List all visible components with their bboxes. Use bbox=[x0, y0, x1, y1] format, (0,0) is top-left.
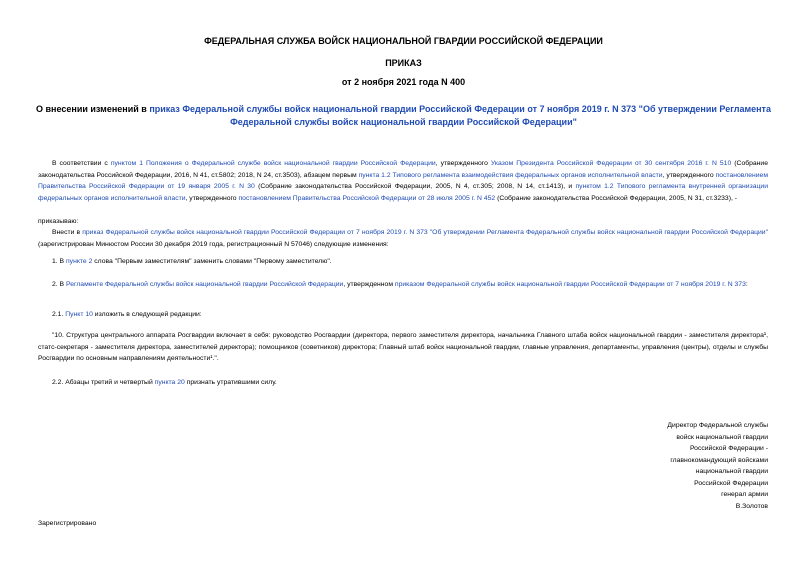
signature-line: Российской Федерации bbox=[694, 479, 768, 487]
signature-line: Российской Федерации - bbox=[689, 445, 768, 452]
standard-regulation-link[interactable]: пункта 1.2 Типового регламента взаимодействия федеральных органов исполнительной власти bbox=[358, 171, 663, 179]
document-date-number: от 2 ноября 2021 года N 400 bbox=[341, 77, 466, 87]
item-1-link[interactable]: пункте 2 bbox=[65, 258, 93, 265]
reglament-link[interactable]: Регламенте Федеральной службы войск национальной гвардии Российской Федерации bbox=[65, 281, 344, 288]
preamble-text: , утвержденного bbox=[185, 194, 239, 202]
item-text: 2.1. bbox=[52, 311, 66, 318]
document-title bbox=[30, 103, 777, 129]
preamble-text: , утвержденного bbox=[662, 171, 716, 179]
item-2-1 bbox=[38, 309, 768, 321]
preamble-text: (Собрание законодательства Российской Федерации, 2016, N 41, ст.5802; 2018, N 24, ст.3503), абзацем первым bbox=[38, 160, 769, 179]
quoted-new-text: "10. Структура центрального аппарата Росгвардии включает в себя: руководство Росгвардии (директора, первого заместителя директора, начальника Главного штаба войск национальной гвардии - заместителя директора¹, статс-секретаря - заместителя директора, заместителей директора); помощников (советников) директора; Главный штаб войск национальной гвардии, главные управления, департаменты, управления (центры), отделы и службы Росгвардии по основным направлениям деятельности¹.". bbox=[38, 332, 768, 362]
item-text: 1. В bbox=[52, 258, 66, 265]
signature-line: генерал армии bbox=[721, 491, 768, 498]
signature-line: главнокомандующий войсками bbox=[670, 456, 768, 464]
amendment-text: Внести в bbox=[52, 229, 83, 236]
preamble-text: (Собрание законодательства Российской Федерации, 2005, N 4, ст.305; 2008, N 14, ст.1413), и bbox=[254, 183, 576, 190]
signature-block bbox=[620, 420, 768, 512]
signature-line: войск национальной гвардии bbox=[676, 433, 768, 441]
amended-order-link[interactable]: приказ Федеральной службы войск национальной гвардии Российской Федерации от 7 ноября 2019 г. N 373 "Об утверждении Регламента Федеральной службы войск национальной гвардии Российской Федерации" bbox=[82, 229, 769, 236]
item-2 bbox=[38, 279, 768, 291]
item-text: , утвержденном bbox=[343, 281, 395, 288]
item-1 bbox=[38, 256, 768, 268]
item-text: 2. В bbox=[52, 281, 66, 288]
registered-note: Зарегистрировано bbox=[38, 520, 97, 527]
amendment-text: (зарегистрирован Минюстом России 30 декабря 2019 года, регистрационный N 57046) следующие изменения: bbox=[38, 240, 389, 248]
amendment-paragraph bbox=[38, 227, 768, 250]
item-10-link[interactable]: Пункт 10 bbox=[65, 311, 93, 318]
title-text: О внесении изменений в bbox=[36, 104, 150, 114]
resolution-30-link[interactable]: постановлением Правительства Российской Федерации от 19 января 2005 г. N 30 bbox=[38, 171, 768, 190]
item-20-link[interactable]: пункта 20 bbox=[154, 379, 185, 386]
preamble-text: В соответствии с bbox=[52, 160, 111, 167]
preamble-paragraph bbox=[38, 158, 768, 204]
regulation-link[interactable]: пунктом 1 Положения о Федеральной службе войск национальной гвардии Российской Федерации bbox=[110, 160, 436, 167]
item-2-2 bbox=[38, 377, 768, 389]
internal-regulation-link[interactable]: пунктом 1.2 Типового регламента внутренней организации федеральных органов исполнительной власти bbox=[38, 183, 768, 202]
signature-line: Директор Федеральной службы bbox=[667, 422, 768, 429]
item-text: слова "Первым заместителям" заменить словами "Первому заместителю". bbox=[92, 258, 332, 265]
agency-heading: ФЕДЕРАЛЬНАЯ СЛУЖБА ВОЙСК НАЦИОНАЛЬНОЙ ГВАРДИИ РОССИЙСКОЙ ФЕДЕРАЦИИ bbox=[204, 36, 603, 46]
title-order-link[interactable]: приказ Федеральной службы войск национальной гвардии Российской Федерации от 7 ноября 2019 г. N 373 "Об утверждении Регламента Федеральной службы войск национальной гвардии Российской Федерации" bbox=[149, 104, 771, 127]
order-word: приказываю: bbox=[38, 218, 79, 225]
preamble-text: (Собрание законодательства Российской Федерации, 2005, N 31, ст.3233), - bbox=[495, 194, 738, 202]
item-text: : bbox=[745, 281, 748, 288]
preamble-text: , утвержденного bbox=[435, 160, 491, 167]
decree-link[interactable]: Указом Президента Российской Федерации от 30 сентября 2016 г. N 510 bbox=[490, 160, 732, 167]
item-text: изложить в следующей редакции: bbox=[92, 311, 202, 318]
resolution-452-link[interactable]: постановлением Правительства Российской Федерации от 28 июля 2005 г. N 452 bbox=[238, 194, 496, 202]
signer-name: В.Золотов bbox=[735, 502, 768, 510]
document-type: ПРИКАЗ bbox=[385, 58, 422, 68]
approving-order-link[interactable]: приказом Федеральной службы войск национальной гвардии Российской Федерации от 7 ноября 2019 г. N 373 bbox=[394, 281, 746, 288]
item-text: 2.2. Абзацы третий и четвертый bbox=[52, 379, 155, 386]
signature-line: национальной гвардии bbox=[695, 468, 768, 475]
item-text: признать утратившими силу. bbox=[184, 379, 277, 386]
